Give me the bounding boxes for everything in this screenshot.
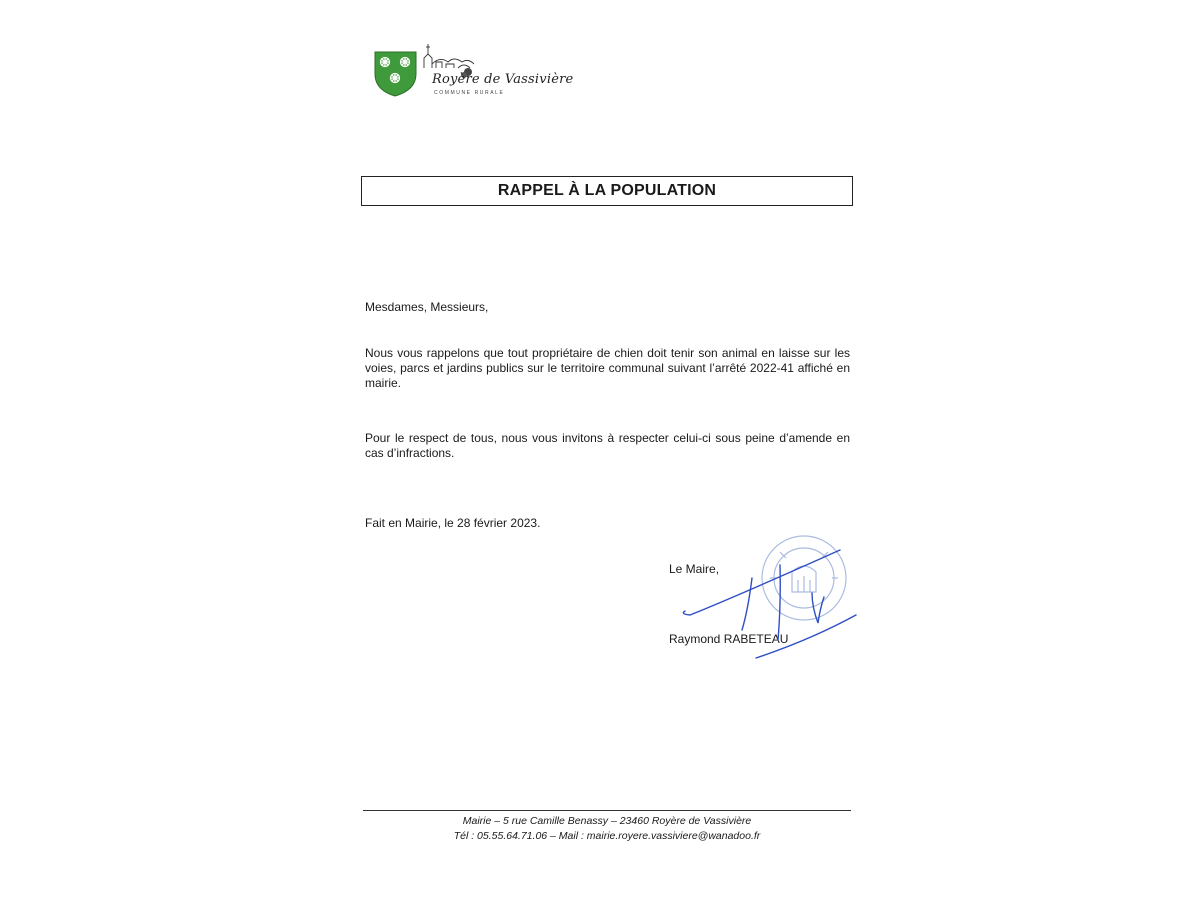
- logo-subtitle: COMMUNE RURALE: [434, 90, 505, 96]
- body-paragraph-2: Pour le respect de tous, nous vous invitons à respecter celui-ci sous peine d’amende en cas d’infractions.: [365, 431, 850, 460]
- logo-name: Royère de Vassivière: [432, 72, 574, 87]
- footer-divider: [363, 810, 851, 811]
- salutation: Mesdames, Messieurs,: [365, 300, 489, 314]
- signatory-title: Le Maire,: [669, 562, 720, 576]
- notice-title-box: [361, 176, 853, 206]
- date-line: Fait en Mairie, le 28 février 2023.: [365, 516, 541, 530]
- signature-icon: [680, 545, 860, 663]
- commune-logo: [372, 40, 574, 102]
- body-paragraph-1: Nous vous rappelons que tout propriétaire de chien doit tenir son animal en laisse sur les voies, parcs et jardins publics sur le territoire communal suivant l’arrêté 2022-41 affiché en mairie.: [365, 346, 850, 390]
- footer-contact: Tél : 05.55.64.71.06 – Mail : mairie.royere.vassiviere@wanadoo.fr: [453, 830, 761, 842]
- signatory-name: Raymond RABETEAU: [669, 632, 789, 646]
- notice-title: RAPPEL À LA POPULATION: [497, 182, 717, 199]
- footer-address: Mairie – 5 rue Camille Benassy – 23460 Royère de Vassivière: [462, 815, 752, 827]
